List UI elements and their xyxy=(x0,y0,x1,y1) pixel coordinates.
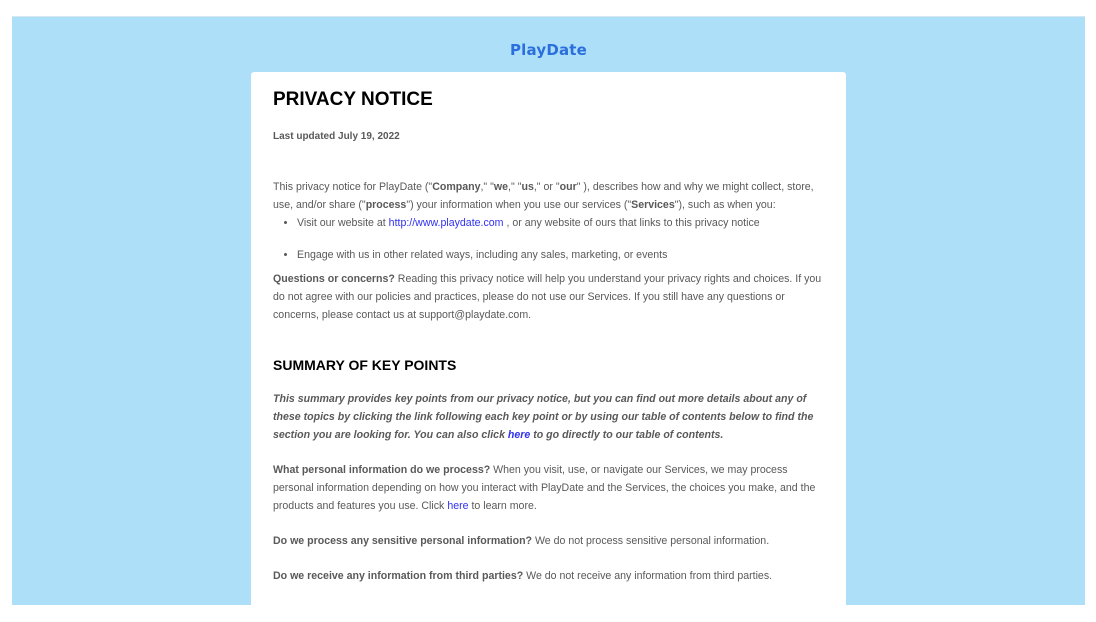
list-item: • Engage with us in other related ways, including any sales, marketing, or events xyxy=(297,246,824,264)
learn-more-link[interactable]: here xyxy=(447,500,469,512)
summary-heading: SUMMARY OF KEY POINTS xyxy=(273,357,457,373)
summary-paragraph: This summary provides key points from our privacy notice, but you can find out more details about any of these topics by clicking the link following each key point or by using our table of contents below to find the section you are looking for. You can also click here to go directly to our table of contents. xyxy=(273,393,814,441)
list-item: • Visit our website at http://www.playdate.com , or any website of ours that links to this privacy notice xyxy=(297,214,824,232)
page-background xyxy=(12,16,1085,605)
personal-info-paragraph: What personal information do we process? When you visit, use, or navigate our Services, we may process personal information depending on how you interact with PlayDate and the Services, the choices you make, and the products and features you use. Click here to learn more. xyxy=(273,464,816,512)
intro-paragraph: This privacy notice for PlayDate ("Company," "we," "us," or "our" ), describes how and why we might collect, store, use, and/or share ("process") your information when you use our services ("Services"), such as when you: xyxy=(273,181,814,211)
table-of-contents-link[interactable]: here xyxy=(507,429,531,441)
third-party-paragraph: Do we receive any information from third parties? We do not receive any information from third parties. xyxy=(273,570,773,582)
sensitive-info-paragraph: Do we process any sensitive personal information? We do not process sensitive personal information. xyxy=(273,535,770,547)
questions-paragraph: Questions or concerns? Reading this privacy notice will help you understand your privacy rights and choices. If you do not agree with our policies and practices, please do not use our Services. If you still have any questions or concerns, please contact us at support@playdate.com. xyxy=(273,273,822,321)
usage-list xyxy=(273,214,824,264)
website-link[interactable]: http://www.playdate.com xyxy=(388,217,504,229)
page-title: PRIVACY NOTICE xyxy=(273,89,433,110)
brand-logo[interactable]: PlayDate xyxy=(509,41,588,59)
last-updated: Last updated July 19, 2022 xyxy=(273,131,400,142)
privacy-notice-card xyxy=(251,72,846,605)
